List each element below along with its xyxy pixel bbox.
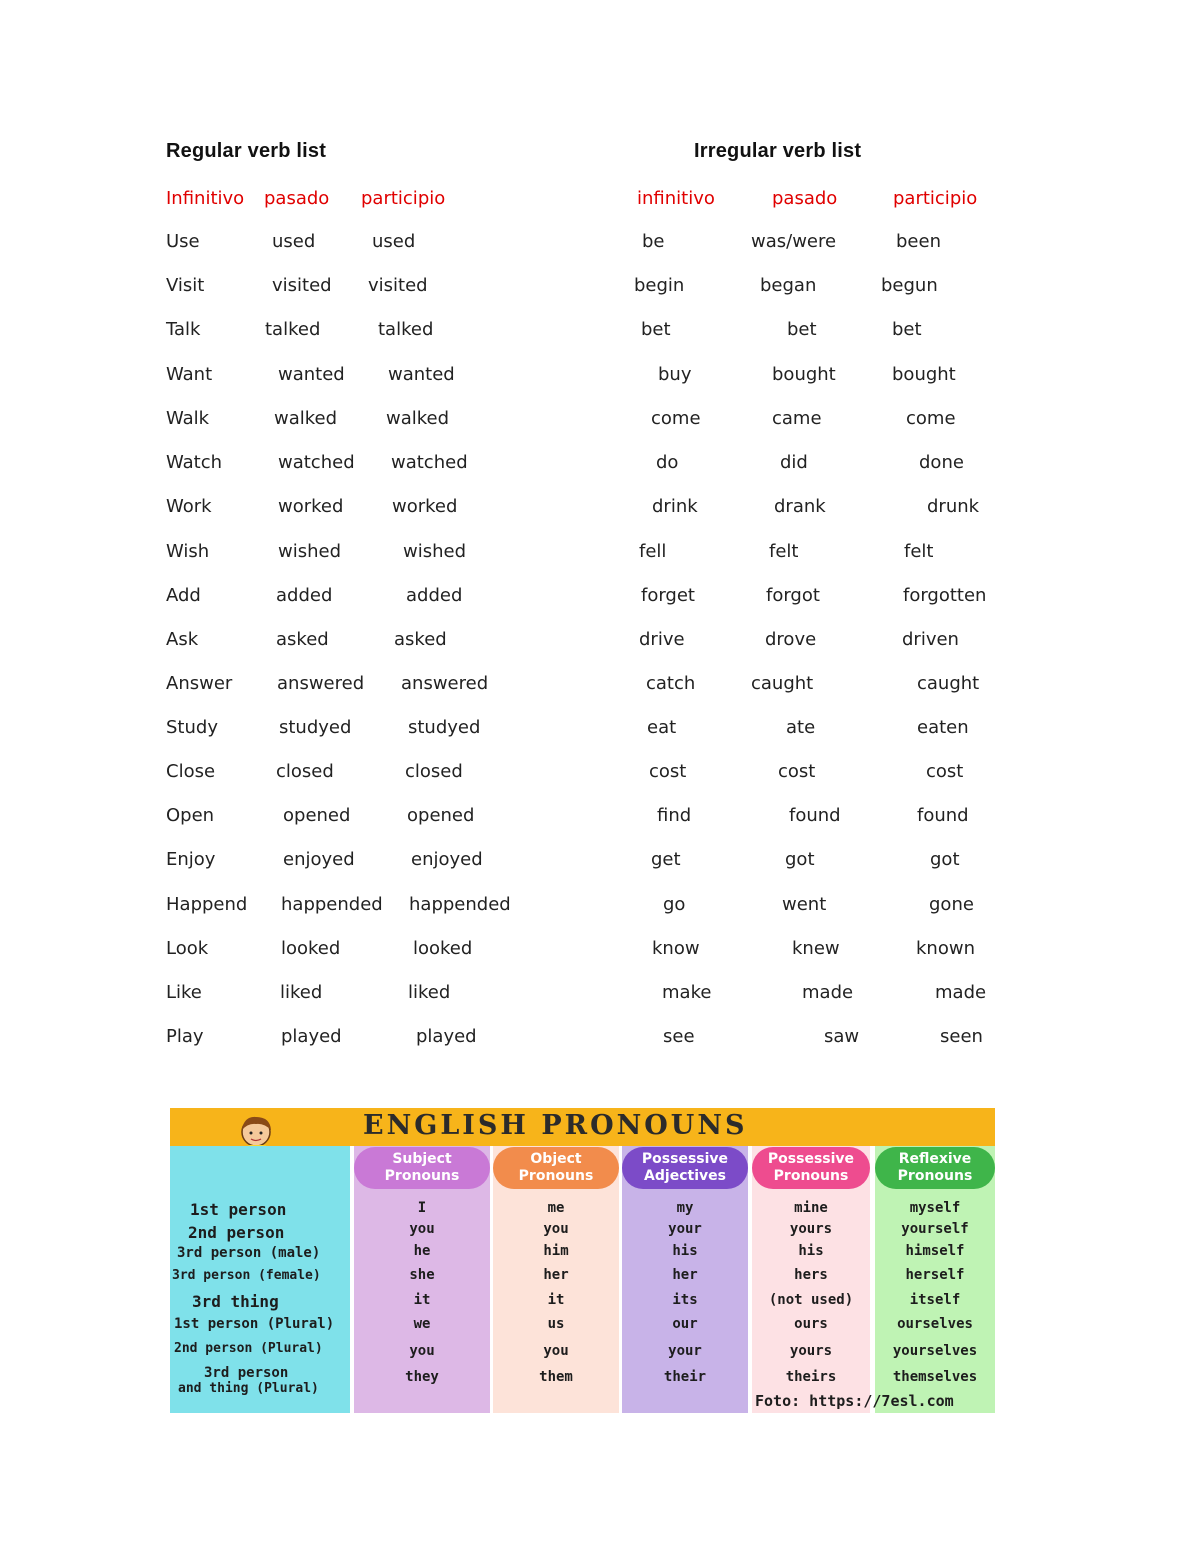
pronoun-value: your	[668, 1221, 702, 1237]
pronoun-value: you	[543, 1221, 569, 1237]
regular-verb-infinitivo: Open	[166, 805, 215, 826]
pronoun-column-header	[875, 1147, 995, 1189]
regular-verb-infinitivo: Use	[166, 231, 200, 252]
pronoun-value: I	[417, 1200, 427, 1216]
irregular-verb-infinitivo: make	[662, 982, 712, 1003]
irregular-verb-pasado: found	[789, 805, 841, 826]
person-label: 3rd thing	[192, 1292, 279, 1311]
regular-verb-infinitivo: Talk	[166, 319, 201, 340]
regular-verb-participio: asked	[394, 629, 447, 650]
regular-verb-pasado: walked	[274, 408, 338, 429]
irregular-verb-participio: seen	[940, 1026, 983, 1047]
irregular-verb-pasado: began	[760, 275, 817, 296]
regular-verb-participio: walked	[386, 408, 450, 429]
pronouns-title: ENGLISH PRONOUNS	[363, 1110, 748, 1141]
irregular-verb-infinitivo: drive	[639, 629, 685, 650]
pronoun-value: me	[547, 1200, 565, 1216]
irregular-verb-infinitivo: get	[651, 849, 681, 870]
regular-verb-pasado: enjoyed	[283, 849, 355, 870]
regular-verb-infinitivo: Enjoy	[166, 849, 216, 870]
regular-verb-participio: played	[416, 1026, 477, 1047]
regular-verb-infinitivo: Play	[166, 1026, 204, 1047]
irregular-verb-pasado: caught	[751, 673, 814, 694]
irregular-header-infinitivo: infinitivo	[637, 188, 715, 209]
irregular-verb-infinitivo: drink	[652, 496, 698, 517]
irregular-verb-participio: bet	[892, 319, 922, 340]
pronoun-header-line1: Possessive	[767, 1151, 855, 1167]
regular-verb-pasado: studyed	[279, 717, 352, 738]
pronoun-value: herself	[905, 1267, 965, 1283]
pronoun-value: you	[409, 1221, 435, 1237]
irregular-verb-infinitivo: cost	[649, 761, 687, 782]
irregular-verb-participio: begun	[881, 275, 938, 296]
pronoun-header-line1: Reflexive	[898, 1151, 972, 1167]
pronoun-header-line2: Pronouns	[897, 1168, 973, 1184]
irregular-verb-pasado: did	[780, 452, 808, 473]
regular-verb-pasado: happended	[281, 894, 383, 915]
pronoun-value: ourselves	[897, 1316, 973, 1332]
pronoun-column-header	[354, 1147, 490, 1189]
pronoun-value: it	[413, 1292, 431, 1308]
irregular-verb-infinitivo: know	[652, 938, 700, 959]
regular-verb-participio: looked	[413, 938, 473, 959]
pronoun-header-line2: Adjectives	[644, 1168, 726, 1184]
pronoun-header-line2: Pronouns	[773, 1168, 849, 1184]
pronoun-value: hers	[794, 1267, 828, 1283]
regular-verb-pasado: watched	[278, 452, 355, 473]
regular-header-participio: participio	[361, 188, 446, 209]
pronoun-value: yourselves	[892, 1343, 978, 1359]
regular-verb-participio: enjoyed	[411, 849, 483, 870]
regular-verb-participio: worked	[392, 496, 458, 517]
regular-verb-list-title: Regular verb list	[166, 140, 327, 162]
irregular-verb-infinitivo: catch	[646, 673, 696, 694]
irregular-verb-infinitivo: come	[651, 408, 701, 429]
irregular-verb-participio: found	[917, 805, 969, 826]
person-label: 3rd person	[204, 1365, 289, 1381]
english-pronouns-chart	[170, 1108, 995, 1413]
irregular-verb-participio: got	[930, 849, 960, 870]
regular-verb-infinitivo: Happend	[166, 894, 248, 915]
regular-verb-pasado: talked	[265, 319, 321, 340]
regular-verb-participio: used	[372, 231, 416, 252]
regular-verb-pasado: used	[272, 231, 316, 252]
regular-verb-pasado: liked	[280, 982, 323, 1003]
irregular-verb-pasado: knew	[792, 938, 840, 959]
pronoun-value: her	[543, 1267, 569, 1283]
pronoun-value: they	[405, 1369, 439, 1385]
pronoun-value: you	[543, 1343, 569, 1359]
irregular-verb-infinitivo: buy	[658, 364, 692, 385]
irregular-verb-participio: bought	[892, 364, 956, 385]
irregular-verb-infinitivo: bet	[641, 319, 671, 340]
pronoun-value: yours	[789, 1221, 833, 1237]
pronouns-banner	[170, 1108, 995, 1146]
regular-verb-infinitivo: Answer	[166, 673, 233, 694]
pronoun-value: his	[798, 1243, 824, 1259]
irregular-verb-infinitivo: begin	[634, 275, 685, 296]
pronoun-value: you	[409, 1343, 435, 1359]
pronoun-header-line2: Pronouns	[384, 1168, 460, 1184]
pronoun-value: yours	[789, 1343, 833, 1359]
pronoun-value: his	[672, 1243, 698, 1259]
pronoun-value: their	[663, 1369, 707, 1385]
pronoun-value: yourself	[901, 1221, 969, 1237]
regular-verb-pasado: closed	[276, 761, 334, 782]
regular-verb-participio: closed	[405, 761, 463, 782]
pronoun-value: themselves	[892, 1369, 978, 1385]
regular-verb-infinitivo: Walk	[166, 408, 210, 429]
regular-verb-pasado: asked	[276, 629, 329, 650]
irregular-verb-pasado: went	[782, 894, 827, 915]
irregular-verb-pasado: made	[802, 982, 854, 1003]
irregular-verb-pasado: forgot	[766, 585, 820, 606]
pronoun-value: he	[413, 1243, 431, 1259]
irregular-verb-pasado: drank	[774, 496, 826, 517]
pronoun-value: myself	[909, 1200, 961, 1216]
regular-verb-participio: wished	[403, 541, 467, 562]
pronoun-header-line1: Object	[530, 1151, 582, 1167]
irregular-verb-participio: eaten	[917, 717, 969, 738]
regular-verb-pasado: worked	[278, 496, 344, 517]
pronoun-value: himself	[905, 1243, 965, 1259]
regular-verb-infinitivo: Add	[166, 585, 201, 606]
regular-verb-infinitivo: Study	[166, 717, 218, 738]
irregular-verb-infinitivo: forget	[641, 585, 695, 606]
irregular-verb-infinitivo: fell	[639, 541, 667, 562]
regular-header-pasado: pasado	[264, 188, 330, 209]
regular-header-infinitivo: Infinitivo	[166, 188, 245, 209]
irregular-verb-participio: cost	[926, 761, 964, 782]
regular-verb-pasado: wished	[278, 541, 342, 562]
pronoun-value: her	[672, 1267, 698, 1283]
pronoun-value: it	[547, 1292, 565, 1308]
pronoun-header-line1: Subject	[392, 1151, 452, 1167]
irregular-verb-participio: known	[916, 938, 975, 959]
pronoun-value: mine	[794, 1200, 828, 1216]
person-label: 3rd person (female)	[172, 1268, 321, 1283]
irregular-verb-pasado: saw	[824, 1026, 860, 1047]
pronoun-value: theirs	[785, 1369, 837, 1385]
person-label: 1st person	[190, 1200, 287, 1219]
person-label: 1st person (Plural)	[174, 1316, 335, 1332]
pronoun-value: its	[672, 1292, 698, 1308]
irregular-verb-infinitivo: go	[663, 894, 686, 915]
pronoun-value: him	[543, 1243, 569, 1259]
regular-verb-pasado: opened	[283, 805, 351, 826]
regular-verb-participio: visited	[368, 275, 428, 296]
regular-verb-pasado: played	[281, 1026, 342, 1047]
irregular-verb-pasado: bet	[787, 319, 817, 340]
irregular-verb-infinitivo: see	[663, 1026, 695, 1047]
regular-verb-pasado: wanted	[278, 364, 345, 385]
pronoun-value: we	[413, 1316, 431, 1332]
regular-verb-infinitivo: Want	[166, 364, 213, 385]
regular-verb-participio: watched	[391, 452, 468, 473]
regular-verb-infinitivo: Wish	[166, 541, 210, 562]
regular-verb-infinitivo: Work	[166, 496, 212, 517]
irregular-header-participio: participio	[893, 188, 978, 209]
regular-verb-participio: answered	[401, 673, 489, 694]
irregular-verb-participio: made	[935, 982, 987, 1003]
photo-credit: Foto: https://7esl.com	[755, 1392, 954, 1410]
regular-verb-participio: talked	[378, 319, 434, 340]
irregular-verb-pasado: felt	[769, 541, 799, 562]
pronoun-value: them	[539, 1369, 573, 1385]
irregular-verb-pasado: cost	[778, 761, 816, 782]
regular-verb-pasado: looked	[281, 938, 341, 959]
regular-verb-infinitivo: Look	[166, 938, 209, 959]
regular-verb-pasado: added	[276, 585, 333, 606]
regular-verb-infinitivo: Visit	[166, 275, 205, 296]
regular-verb-participio: liked	[408, 982, 451, 1003]
irregular-header-pasado: pasado	[772, 188, 838, 209]
regular-verb-infinitivo: Close	[166, 761, 216, 782]
irregular-verb-pasado: bought	[772, 364, 836, 385]
regular-verb-pasado: answered	[277, 673, 365, 694]
irregular-verb-infinitivo: do	[656, 452, 679, 473]
pronoun-column-header	[622, 1147, 748, 1189]
irregular-verb-participio: drunk	[927, 496, 980, 517]
irregular-verb-infinitivo: be	[642, 231, 665, 252]
irregular-verb-participio: been	[896, 231, 941, 252]
regular-verb-participio: opened	[407, 805, 475, 826]
person-label: 2nd person	[188, 1223, 285, 1242]
pronoun-value: your	[668, 1343, 702, 1359]
regular-verb-infinitivo: Like	[166, 982, 202, 1003]
regular-verb-participio: wanted	[388, 364, 455, 385]
regular-verb-infinitivo: Watch	[166, 452, 223, 473]
regular-verb-pasado: visited	[272, 275, 332, 296]
pronoun-value: our	[672, 1316, 698, 1332]
regular-verb-participio: added	[406, 585, 463, 606]
pronoun-column-header	[493, 1147, 619, 1189]
irregular-verb-pasado: was/were	[751, 231, 837, 252]
pronoun-column-header	[752, 1147, 870, 1189]
irregular-verb-participio: driven	[902, 629, 959, 650]
irregular-verb-list-title: Irregular verb list	[694, 140, 862, 162]
pronoun-value: (not used)	[768, 1292, 854, 1308]
irregular-verb-participio: come	[906, 408, 956, 429]
pronoun-value: she	[409, 1267, 435, 1283]
irregular-verb-infinitivo: find	[657, 805, 692, 826]
pronoun-header-line2: Pronouns	[518, 1168, 594, 1184]
irregular-verb-participio: felt	[904, 541, 934, 562]
irregular-verb-participio: done	[919, 452, 964, 473]
irregular-verb-pasado: drove	[765, 629, 817, 650]
pronoun-value: itself	[909, 1292, 961, 1308]
pronoun-value: my	[676, 1200, 694, 1216]
irregular-verb-participio: gone	[929, 894, 974, 915]
regular-verb-participio: happended	[409, 894, 511, 915]
person-label: 3rd person (male)	[177, 1245, 321, 1261]
person-label: 2nd person (Plural)	[174, 1341, 323, 1356]
pronoun-header-line1: Possessive	[641, 1151, 729, 1167]
irregular-verb-pasado: ate	[786, 717, 816, 738]
irregular-verb-infinitivo: eat	[647, 717, 677, 738]
pronoun-value: ours	[794, 1316, 828, 1332]
irregular-verb-pasado: came	[772, 408, 822, 429]
irregular-verb-pasado: got	[785, 849, 815, 870]
irregular-verb-participio: caught	[917, 673, 980, 694]
pronoun-value: us	[547, 1316, 565, 1332]
regular-verb-participio: studyed	[408, 717, 481, 738]
person-label: and thing (Plural)	[178, 1381, 319, 1396]
regular-verb-infinitivo: Ask	[166, 629, 199, 650]
irregular-verb-participio: forgotten	[903, 585, 987, 606]
